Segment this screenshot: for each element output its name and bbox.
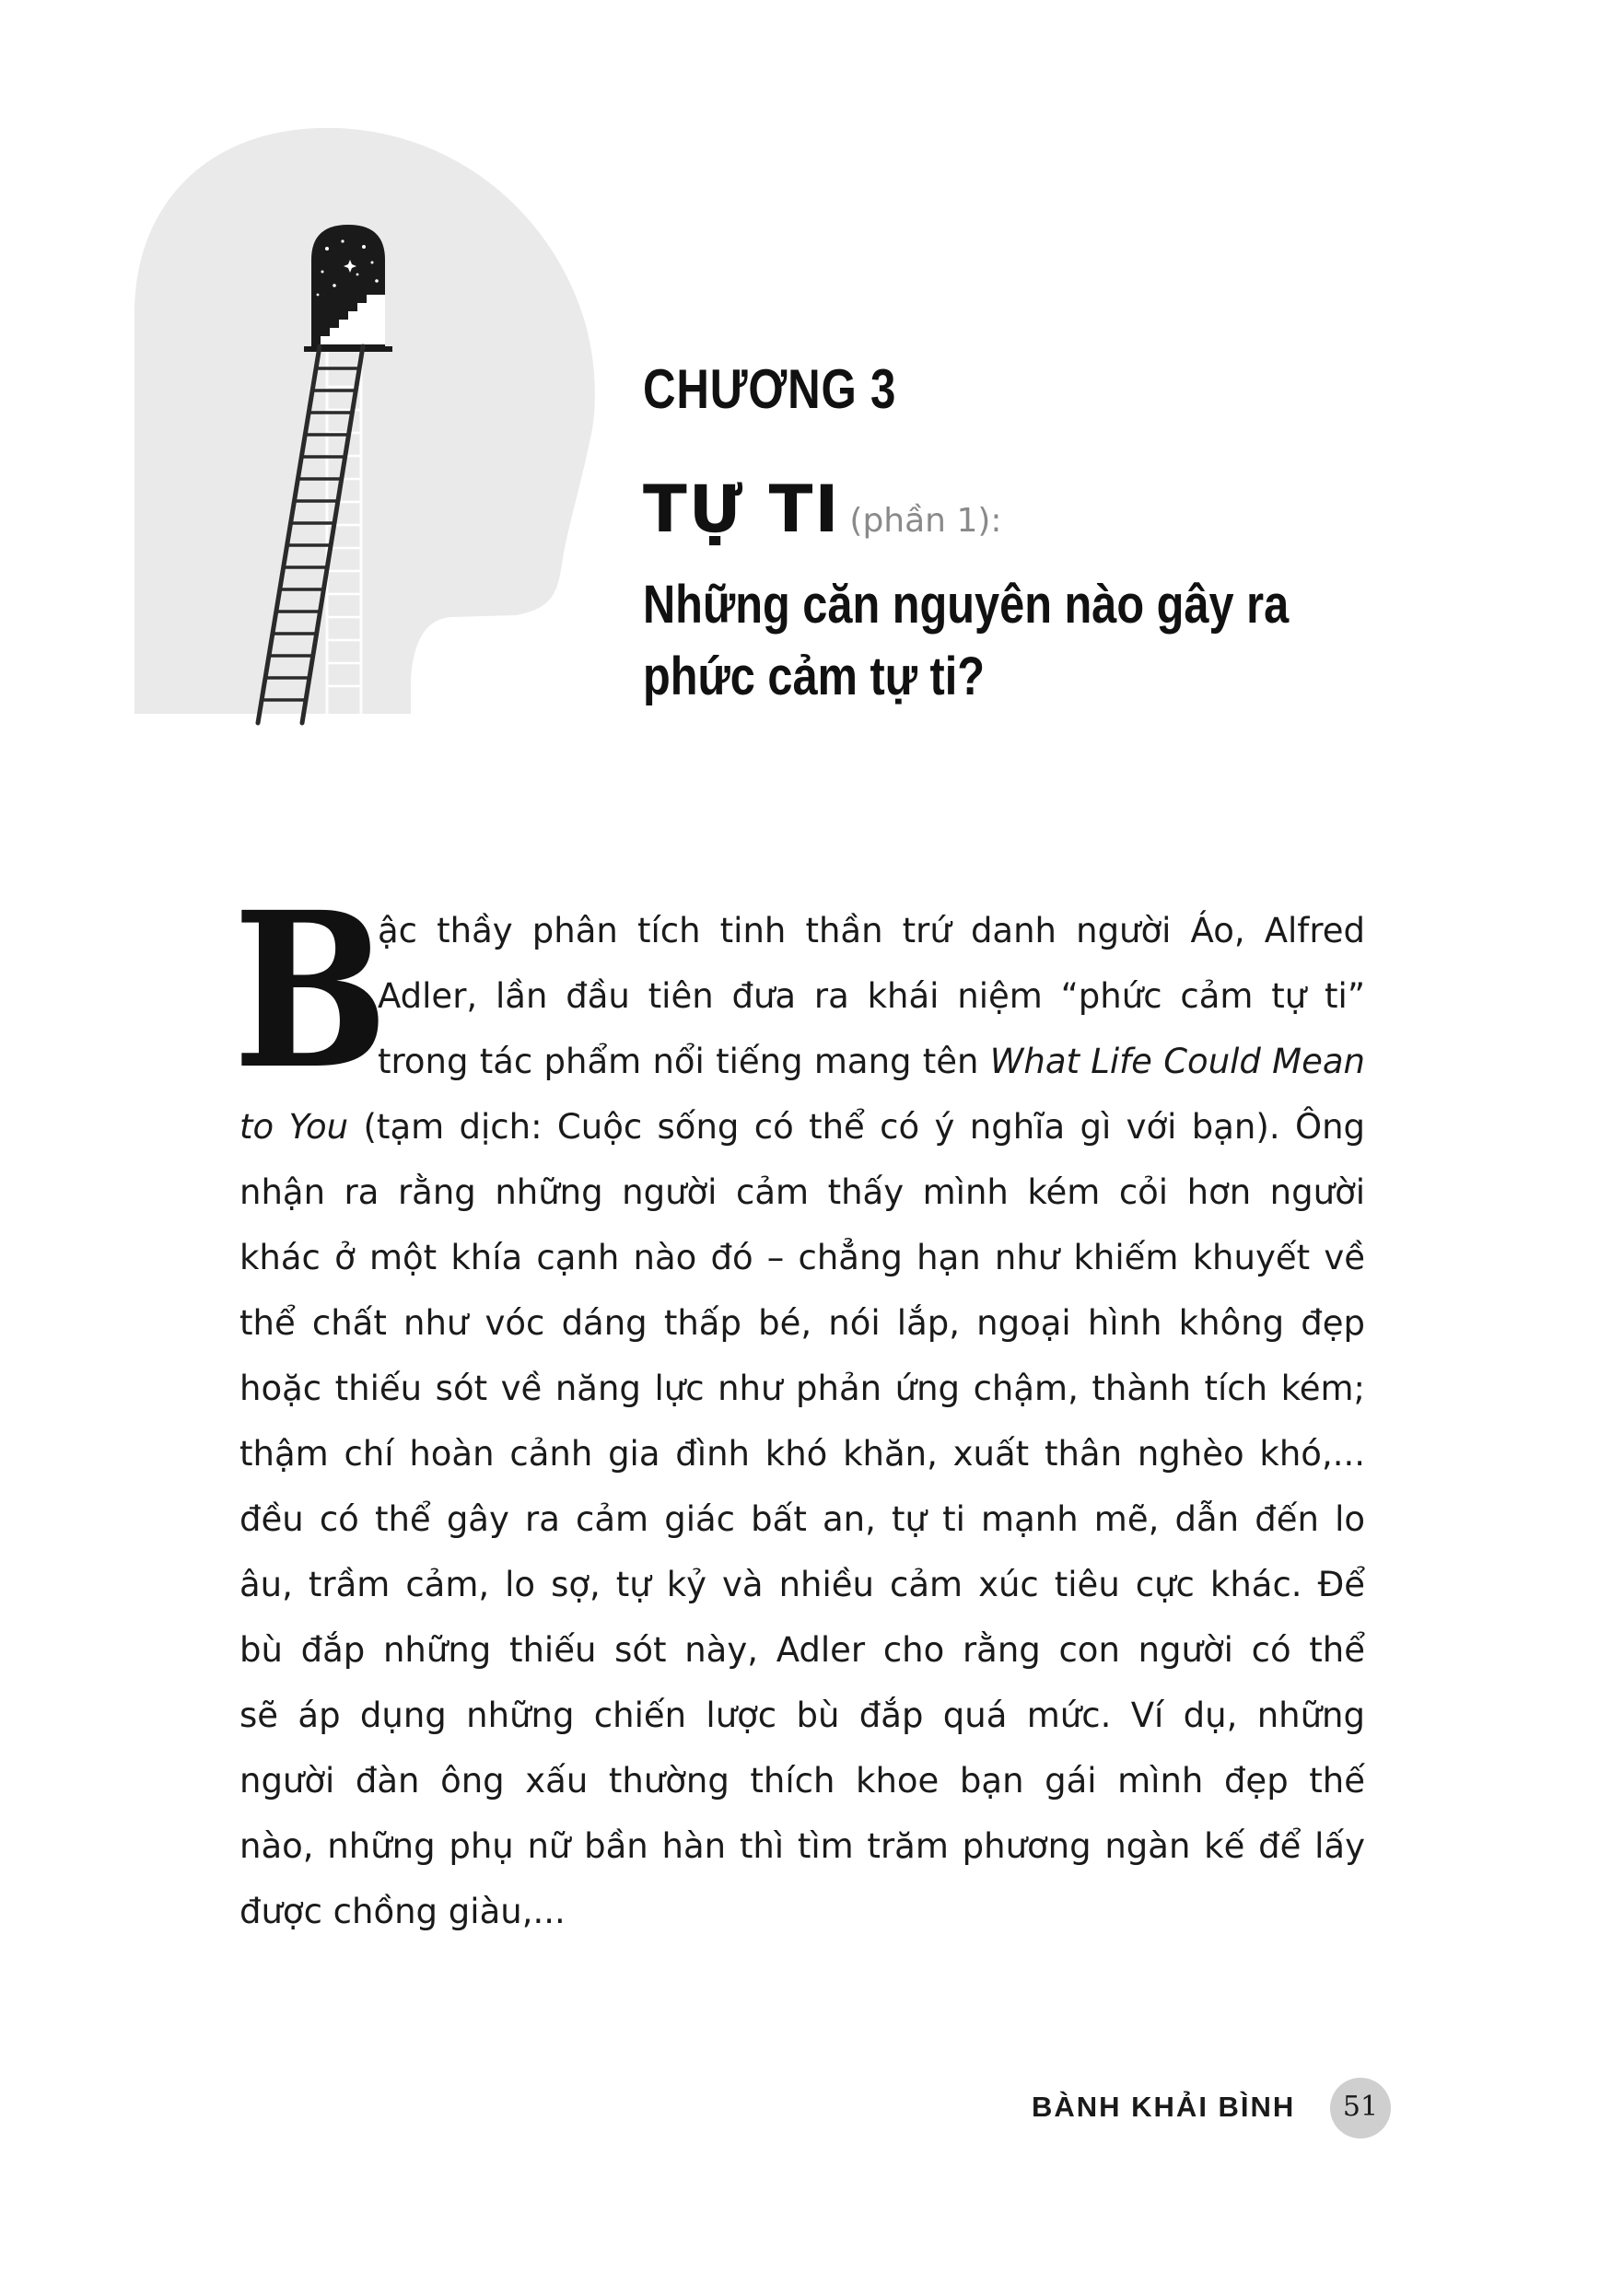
text-run: nhận ra rằng những người cảm thấy mình kém cỏi hơn người xyxy=(239,1172,1365,1212)
body-line xyxy=(239,1486,1365,1552)
body-line xyxy=(239,1617,1365,1683)
text-run: thể chất như vóc dáng thấp bé, nói lắp, ngoại hình không đẹp xyxy=(239,1303,1365,1343)
book-title-italic: to You xyxy=(239,1107,349,1147)
text-run: âu, trầm cảm, lo sợ, tự kỷ và nhiều cảm xúc tiêu cực khác. Để xyxy=(239,1565,1365,1604)
head-silhouette xyxy=(134,128,595,714)
chapter-title-main: TỰ TI xyxy=(643,472,841,547)
body-line xyxy=(239,1094,1365,1160)
chapter-title-part: (phần 1): xyxy=(849,502,1002,540)
drop-cap: B xyxy=(233,865,389,1116)
body-line xyxy=(239,1160,1365,1225)
text-run: đều có thể gây ra cảm giác bất an, tự ti mạnh mẽ, dẫn đến lo xyxy=(239,1499,1365,1539)
text-run: được chồng giàu,... xyxy=(239,1892,566,1931)
head-silhouette-with-ladder-icon xyxy=(0,0,645,737)
page-number: 51 xyxy=(1342,2091,1379,2123)
text-run: thậm chí hoàn cảnh gia đình khó khăn, xuất thân nghèo khó,... xyxy=(239,1434,1365,1474)
body-line xyxy=(239,1225,1365,1290)
chapter-label: CHƯƠNG 3 xyxy=(643,358,897,420)
text-run: ậc thầy phân tích tinh thần trứ danh người Áo, Alfred xyxy=(378,911,1365,950)
text-run: người đàn ông xấu thường thích khoe bạn gái mình đẹp thế xyxy=(239,1761,1365,1801)
body-line xyxy=(239,1813,1365,1879)
text-run: hoặc thiếu sót về năng lực như phản ứng chậm, thành tích kém; xyxy=(239,1369,1365,1408)
body-line xyxy=(239,1683,1365,1748)
chapter-subtitle xyxy=(643,569,1290,713)
text-run: bù đắp những thiếu sót này, Adler cho rằng con người có thể xyxy=(239,1630,1365,1670)
text-run: khác ở một khía cạnh nào đó – chẳng hạn như khiếm khuyết về xyxy=(239,1238,1365,1277)
page-number-badge xyxy=(1330,2078,1391,2139)
text-run: sẽ áp dụng những chiến lược bù đắp quá mức. Ví dụ, những xyxy=(239,1696,1365,1735)
body-line xyxy=(239,1290,1365,1356)
body-line xyxy=(239,1748,1365,1813)
body-line xyxy=(239,1552,1365,1617)
body-paragraph xyxy=(239,898,1365,1944)
body-line xyxy=(239,1421,1365,1486)
text-run: (tạm dịch: Cuộc sống có thể có ý nghĩa gì với bạn). Ông xyxy=(348,1107,1366,1147)
text-run: trong tác phẩm nổi tiếng mang tên xyxy=(378,1042,990,1081)
body-line xyxy=(239,1029,1365,1094)
text-run: Adler, lần đầu tiên đưa ra khái niệm “phức cảm tự ti” xyxy=(378,976,1365,1016)
body-line xyxy=(239,1356,1365,1421)
text-run: nào, những phụ nữ bần hàn thì tìm trăm phương ngàn kế để lấy xyxy=(239,1826,1365,1866)
body-line xyxy=(239,1879,1365,1944)
running-footer-author: BÀNH KHẢI BÌNH xyxy=(1032,2091,1296,2123)
subtitle-line: phức cảm tự ti? xyxy=(643,647,986,706)
chapter-title xyxy=(643,472,1002,547)
body-line xyxy=(239,898,1365,963)
subtitle-line: Những căn nguyên nào gây ra xyxy=(643,575,1290,635)
book-title-italic: What Life Could Mean xyxy=(989,1042,1365,1081)
body-line xyxy=(239,963,1365,1029)
